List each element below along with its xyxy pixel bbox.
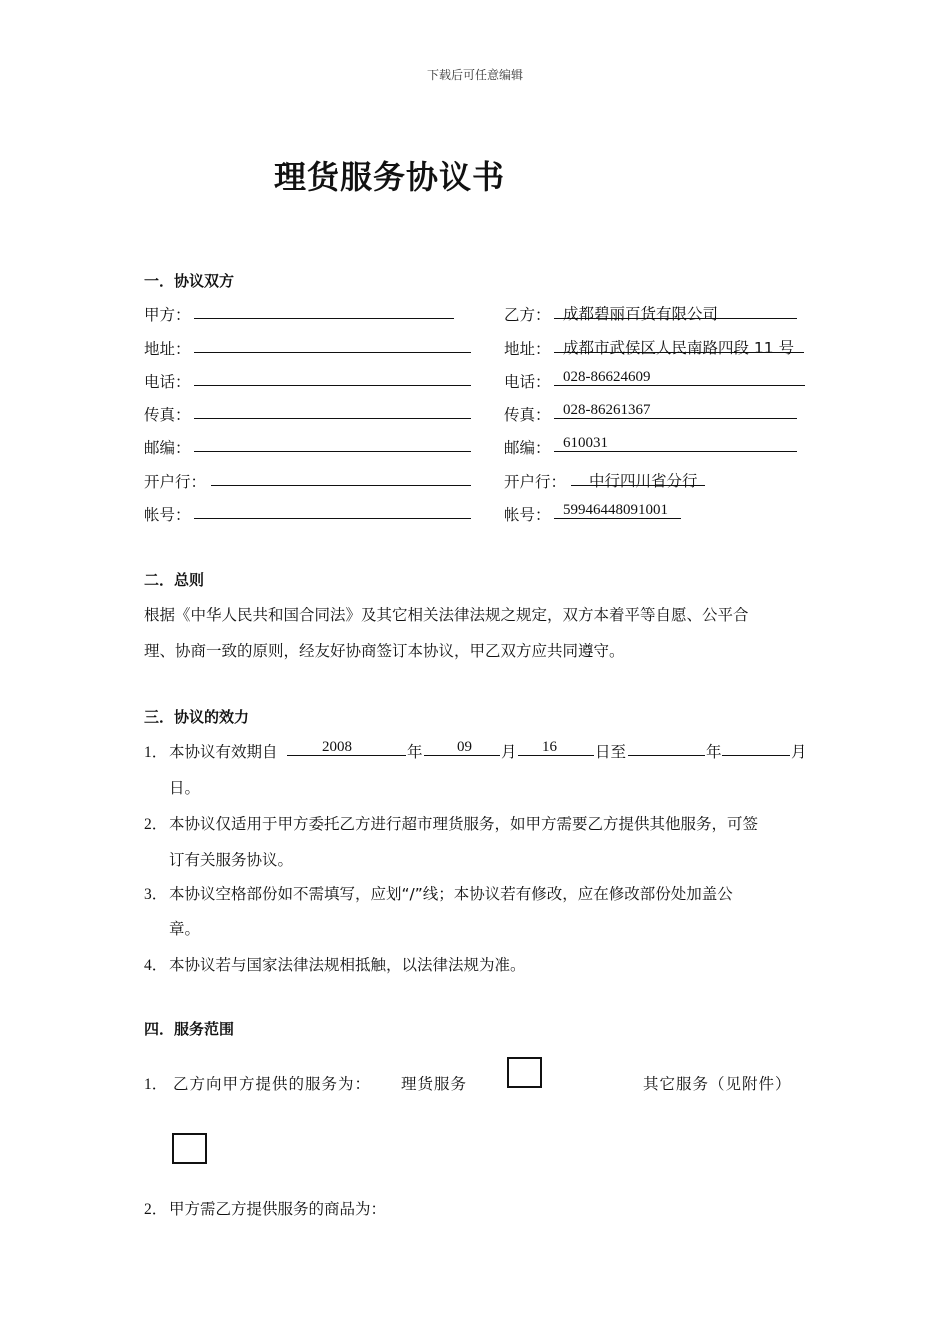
item-3-3-line-1: 本协议空格部份如不需填写，应划“/”线；本协议若有修改，应在修改部份处加盖公 [169,885,733,903]
section-3-heading: 三．协议的效力 [144,708,250,726]
party-b-fax-value: 028-86261367 [563,402,651,418]
party-b-account-label: 帐号： [504,506,551,524]
tally-service-checkbox[interactable] [507,1057,542,1088]
party-a-phone-field[interactable] [194,385,471,386]
item-3-4-line-1: 本协议若与国家法律法规相抵触，以法律法规为准。 [169,956,526,974]
header-note: 下载后可任意编辑 [426,68,523,82]
party-a-fax-label: 传真： [144,406,191,424]
start-month-label: 月 [501,743,517,761]
end-year-field[interactable] [628,755,705,756]
item-3-3-number: 3． [144,886,168,903]
option-other-service-label: 其它服务（见附件） [643,1075,792,1093]
item-3-1-number: 1． [144,744,168,761]
party-b-phone-label: 电话： [504,373,551,391]
item-3-1-prefix: 本协议有效期自 [169,743,278,761]
end-year-label: 年 [706,743,722,761]
end-month-label: 月 [791,743,807,761]
section-1-heading: 一．协议双方 [144,272,235,290]
party-b-address-value: 成都市武侯区人民南路四段 11 号 [563,339,795,357]
item-3-2-number: 2． [144,816,168,833]
start-month-value: 09 [457,739,472,755]
section-2-heading: 二．总则 [144,571,205,589]
section-4-heading: 四．服务范围 [144,1020,235,1038]
party-a-account-label: 帐号： [144,506,191,524]
end-month-field[interactable] [722,755,790,756]
general-text-line-1: 根据《中华人民共和国合同法》及其它相关法律法规之规定，双方本着平等自愿、公平合 [144,606,749,624]
item-4-2-number: 2． [144,1201,168,1218]
option-tally-service-label: 理货服务 [401,1075,468,1093]
party-b-bank-label: 开户行： [504,473,567,491]
item-4-2-text: 甲方需乙方提供服务的商品为： [169,1200,387,1218]
party-b-postcode-value: 610031 [563,435,608,451]
party-a-bank-label: 开户行： [144,473,207,491]
party-a-postcode-label: 邮编： [144,439,191,457]
start-year-value: 2008 [322,739,352,755]
item-4-1-number: 1． [144,1076,168,1093]
party-a-fax-field[interactable] [194,418,471,419]
party-b-bank-value: 中行四川省分行 [589,472,698,490]
other-service-checkbox[interactable] [172,1133,207,1164]
party-a-postcode-field[interactable] [194,451,471,452]
party-b-fax-label: 传真： [504,406,551,424]
party-a-bank-field[interactable] [211,485,471,486]
party-b-phone-value: 028-86624609 [563,369,651,385]
item-3-3-line-2: 章。 [169,920,201,938]
party-a-label: 甲方： [144,306,191,324]
party-a-address-field[interactable] [194,352,471,353]
party-b-account-value: 59946448091001 [563,502,668,518]
party-a-phone-label: 电话： [144,373,191,391]
start-year-label: 年 [407,743,423,761]
item-3-4-number: 4． [144,957,168,974]
party-b-postcode-label: 邮编： [504,439,551,457]
item-3-2-line-1: 本协议仅适用于甲方委托乙方进行超市理货服务，如甲方需要乙方提供其他服务，可签 [169,815,759,833]
item-3-1-line-2: 日。 [169,779,201,797]
party-a-field[interactable] [194,318,454,319]
item-4-1-text: 乙方向甲方提供的服务为： [173,1075,372,1093]
party-a-account-field[interactable] [194,518,471,519]
document-title: 理货服务协议书 [274,158,506,196]
party-a-address-label: 地址： [144,340,191,358]
party-b-value: 成都碧丽百货有限公司 [563,305,719,323]
general-text-line-2: 理、协商一致的原则，经友好协商签订本协议，甲乙双方应共同遵守。 [144,642,625,660]
start-day-value: 16 [542,739,557,755]
party-b-address-label: 地址： [504,340,551,358]
start-day-label: 日至 [595,743,627,761]
item-3-2-line-2: 订有关服务协议。 [169,851,294,869]
party-b-label: 乙方： [504,306,551,324]
